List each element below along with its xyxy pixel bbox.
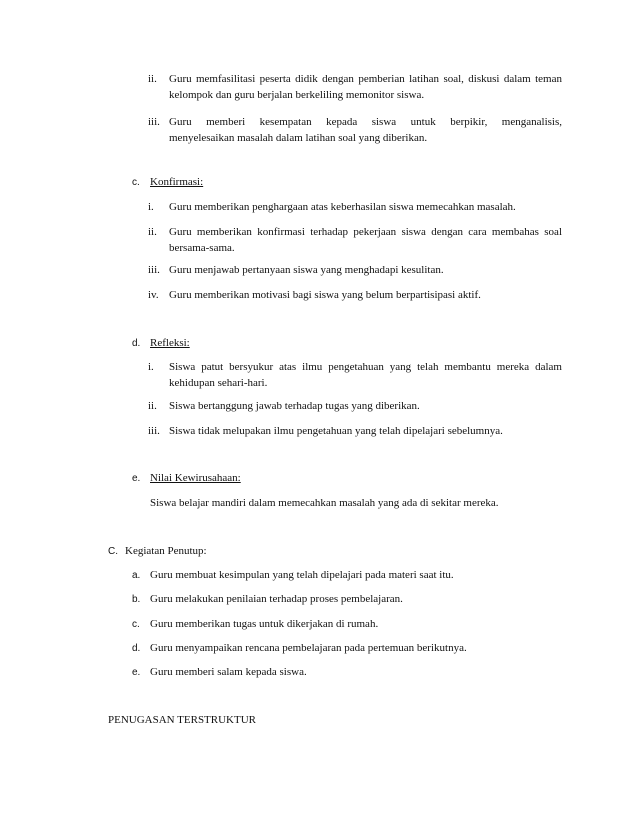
- list-item-text: Guru memberikan konfirmasi terhadap pekerjaan siswa dengan cara membahas soal: [169, 226, 562, 238]
- roman-numeral: iii.: [148, 425, 160, 437]
- list-letter: d.: [132, 643, 141, 654]
- list-item-text: Guru memberikan motivasi bagi siswa yang belum berpartisipasi aktif.: [169, 289, 481, 301]
- section-heading: Kegiatan Penutup:: [125, 545, 207, 557]
- roman-numeral: i.: [148, 361, 154, 373]
- list-item-text: Guru memfasilitasi peserta didik dengan pemberian latihan soal, diskusi dalam teman: [169, 73, 562, 85]
- section-letter: d.: [132, 338, 141, 349]
- list-item-text: Guru membuat kesimpulan yang telah dipelajari pada materi saat itu.: [150, 569, 454, 581]
- list-item-text: Siswa tidak melupakan ilmu pengetahuan yang telah dipelajari sebelumnya.: [169, 425, 503, 437]
- roman-numeral: ii.: [148, 400, 157, 412]
- heading: PENUGASAN TERSTRUKTUR: [108, 714, 257, 726]
- list-letter: b.: [132, 594, 141, 605]
- section-letter: c.: [132, 177, 140, 188]
- list-letter: a.: [132, 570, 141, 581]
- list-item-text: Guru memberikan penghargaan atas keberhasilan siswa memecahkan masalah.: [169, 201, 516, 213]
- list-item-text: Guru memberi kesempatan kepada siswa untuk berpikir, menganalisis,: [169, 116, 562, 128]
- list-item-text: Guru memberikan tugas untuk dikerjakan di rumah.: [150, 618, 379, 630]
- list-item-text: kelompok dan guru berjalan berkeliling memonitor siswa.: [169, 89, 425, 101]
- list-letter: c.: [132, 619, 140, 630]
- section-letter: e.: [132, 473, 141, 484]
- section-heading: Refleksi:: [150, 337, 190, 349]
- section-heading: Konfirmasi:: [150, 176, 204, 188]
- list-letter: e.: [132, 667, 141, 678]
- list-item-text: Siswa patut bersyukur atas ilmu pengetahuan yang telah membantu mereka dalam: [169, 361, 562, 373]
- list-item-text: kehidupan sehari-hari.: [169, 377, 268, 389]
- list-item-text: Guru menjawab pertanyaan siswa yang menghadapi kesulitan.: [169, 264, 444, 276]
- list-item-text: bersama-sama.: [169, 242, 235, 254]
- roman-numeral: iii.: [148, 116, 160, 128]
- roman-numeral: iii.: [148, 264, 160, 276]
- list-item-text: Guru memberi salam kepada siswa.: [150, 666, 307, 678]
- list-item-text: menyelesaikan masalah dalam latihan soal yang diberikan.: [169, 132, 428, 144]
- section-letter: C.: [108, 546, 118, 557]
- roman-numeral: iv.: [148, 289, 159, 301]
- list-item-text: Siswa bertanggung jawab terhadap tugas yang diberikan.: [169, 400, 420, 412]
- list-item-text: Guru melakukan penilaian terhadap proses pembelajaran.: [150, 593, 403, 605]
- list-item-text: Guru menyampaikan rencana pembelajaran pada pertemuan berikutnya.: [150, 642, 467, 654]
- paragraph: Siswa belajar mandiri dalam memecahkan masalah yang ada di sekitar mereka.: [150, 497, 499, 509]
- roman-numeral: i.: [148, 201, 154, 213]
- roman-numeral: ii.: [148, 226, 157, 238]
- roman-numeral: ii.: [148, 73, 157, 85]
- section-heading: Nilai Kewirusahaan:: [150, 472, 241, 484]
